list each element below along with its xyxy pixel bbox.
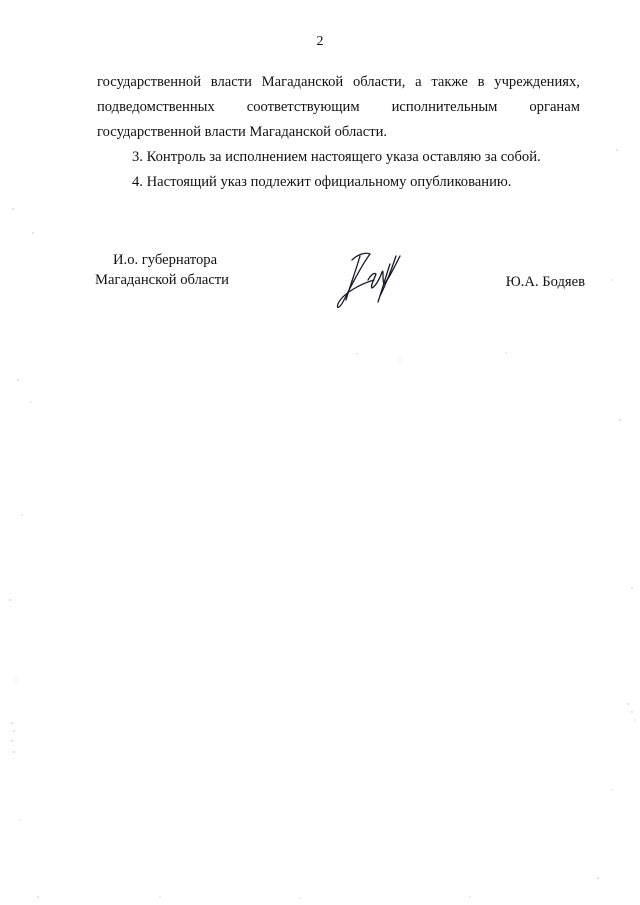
paragraph-item-4: 4. Настоящий указ подлежит официальному опубликованию. (132, 174, 512, 190)
body-line-1 (97, 70, 580, 95)
body-word: государственной (97, 74, 202, 90)
body-word: учреждениях, (494, 74, 580, 90)
body-word: Магаданской (261, 74, 344, 90)
body-word: области, (352, 74, 406, 90)
body-word: а (415, 74, 422, 90)
body-word: органам (529, 99, 580, 115)
signatory-title-line-2: Магаданской области (95, 272, 229, 288)
body-word: в (477, 74, 485, 90)
page-number: 2 (316, 34, 324, 49)
body-word: подведомственных (97, 99, 215, 115)
signatory-title-line-1: И.о. губернатора (113, 252, 218, 268)
body-word: соответствующим (246, 99, 360, 115)
body-word: также (431, 74, 468, 90)
body-word: исполнительным (391, 99, 498, 115)
body-line-3: государственной власти Магаданской области. (97, 124, 388, 140)
body-line-2 (97, 95, 580, 120)
document-body (97, 70, 580, 195)
paragraph-item-3: 3. Контроль за исполнением настоящего указа оставляю за собой. (132, 149, 541, 165)
handwritten-signature (330, 250, 410, 314)
signatory-name: Ю.А. Бодяев (505, 274, 585, 290)
body-word: власти (210, 74, 252, 90)
